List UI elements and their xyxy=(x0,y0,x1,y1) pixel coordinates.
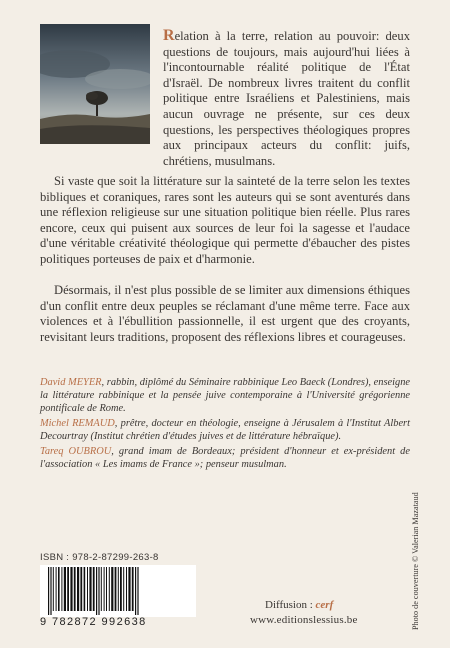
barcode-digits: 9 782872 992638 xyxy=(40,616,147,628)
barcode-bar xyxy=(61,567,62,611)
barcode-bar xyxy=(84,567,86,611)
barcode-bar xyxy=(48,567,49,615)
barcode-bar xyxy=(58,567,60,611)
barcode-bar xyxy=(137,567,138,615)
barcode-bar xyxy=(128,567,130,611)
author-description: , prêtre, docteur en théologie, enseigne à Jérusalem à l'Institut Albert Decourtray (Institut chrétien d'études juives et de littérature hébraïque). xyxy=(40,418,410,442)
barcode-bar xyxy=(67,567,69,611)
author-name: Michel REMAUD xyxy=(40,418,115,429)
body-paragraph-2: Si vaste que soit la littérature sur la sainteté de la terre selon les textes bibliques et coraniques, rares sont les auteurs qui se sont aventurés dans une réflexion religieuse sur une situation politique bien réelle. Plus rares encore, ceux qui puisent aux sources de leur foi la sagesse et l'audace d'une véritable créativité théologique qui permette d'ébaucher des pistes politiques porteuses de paix et d'harmonie. xyxy=(40,174,410,266)
photo-credit: Photo de couverture © Valerian Mazataud xyxy=(411,492,420,630)
barcode-bar xyxy=(123,567,124,611)
isbn-label: ISBN : 978-2-87299-263-8 xyxy=(40,552,159,563)
barcode-bar xyxy=(70,567,72,611)
barcode-bar xyxy=(120,567,122,611)
author-description: , grand imam de Bordeaux; président d'honneur et ex-président de l'association « Les imams de France »; penseur musulman. xyxy=(40,446,410,470)
diffusion-line xyxy=(265,599,333,611)
author-bios xyxy=(40,376,410,473)
barcode-bar xyxy=(89,567,91,611)
publisher-website: www.editionslessius.be xyxy=(250,614,358,626)
barcode-bar xyxy=(74,567,76,611)
barcode-bar xyxy=(87,567,88,611)
intro-paragraph xyxy=(163,28,410,169)
barcode-bar xyxy=(118,567,119,611)
barcode-bar xyxy=(64,567,66,611)
barcode-bar xyxy=(104,567,105,611)
barcode-bar xyxy=(96,567,97,615)
barcode-bar xyxy=(93,567,95,611)
author-name: David MEYER xyxy=(40,377,102,388)
barcode-bar xyxy=(56,567,57,611)
diffusion-brand: cerf xyxy=(315,599,334,611)
barcode-bar xyxy=(50,567,51,615)
barcode-bar xyxy=(53,567,54,611)
barcode-bar xyxy=(111,567,113,611)
barcode-bar xyxy=(126,567,127,611)
barcode-bar xyxy=(77,567,79,611)
author-description: , rabbin, diplômé du Séminaire rabbinique Leo Baeck (Londres), enseigne la littérature rabbinique et la pensée juive contemporaine à l'Université grégorienne pontificale de Rome. xyxy=(40,377,411,414)
cover-photo xyxy=(40,24,150,144)
diffusion-label: Diffusion : xyxy=(265,599,313,611)
author-bio xyxy=(40,417,410,443)
barcode-bar xyxy=(109,567,110,611)
barcode-bar xyxy=(98,567,99,615)
barcode-bar xyxy=(132,567,134,611)
intro-text: elation à la terre, relation au pouvoir: deux questions de toujours, mais aujourd'hui liées à l'incontournable réalité politique de l'État d'Israël. De nombreux livres traitent du conflit politique entre Israéliens et Palestiniens, mais aucun ouvrage ne présente, sur ces deux questions, les perspectives théologiques propres aux principaux acteurs du conflit: juifs, chrétiens, musulmans. xyxy=(163,29,410,168)
barcode xyxy=(40,565,196,617)
barcode-bar xyxy=(135,567,136,615)
barcode-bar xyxy=(106,567,107,611)
author-bio xyxy=(40,445,410,471)
author-name: Tareq OUBROU xyxy=(40,446,112,457)
drop-cap: R xyxy=(163,27,175,44)
barcode-bar xyxy=(80,567,82,611)
body-paragraph-3: Désormais, il n'est plus possible de se limiter aux dimensions éthiques d'un conflit entre deux peuples se réclamant d'une même terre. Face aux violences et à l'ébullition passionnelle, il est urgent que des croyants, revisitant leurs traditions, proposent des réflexions libres et courageuses. xyxy=(40,283,410,344)
author-bio xyxy=(40,376,410,415)
barcode-bar xyxy=(101,567,102,611)
barcode-bar xyxy=(115,567,117,611)
